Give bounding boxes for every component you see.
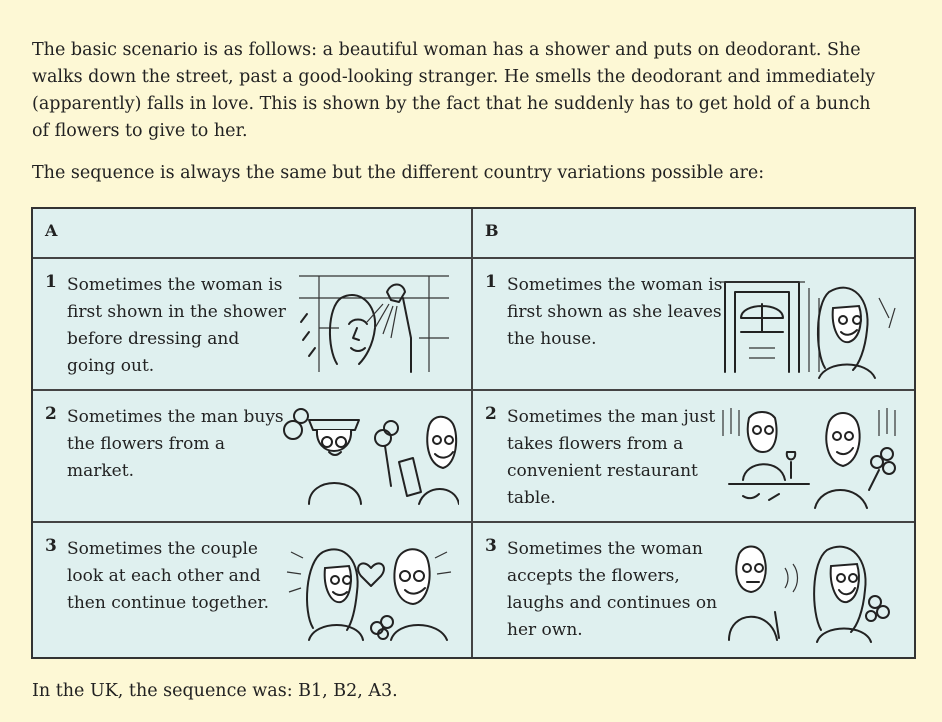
row-number: 1 (45, 272, 57, 292)
row-number: 1 (485, 272, 497, 292)
cell-a3 (33, 522, 471, 654)
man-buying-flowers-illustration (279, 400, 459, 512)
couple-together-illustration (279, 532, 459, 644)
column-header-a: A (45, 221, 58, 240)
cell-text: Sometimes the man buys the flowers from a market. (67, 407, 284, 481)
intro-paragraph-variations: The sequence is always the same but the different country variations possible are: (32, 163, 765, 183)
row-number: 2 (45, 404, 57, 424)
cell-text: Sometimes the man just takes flowers from a convenient restaurant table. (507, 407, 716, 508)
column-header-b: B (485, 221, 499, 240)
cell-a2 (33, 390, 471, 522)
cell-a1 (33, 258, 471, 390)
row-number: 3 (45, 536, 57, 556)
row-number: 2 (485, 404, 497, 424)
cell-b3 (473, 522, 911, 654)
variations-table (31, 207, 916, 659)
intro-paragraph-scenario: The basic scenario is as follows: a beautiful woman has a shower and puts on deodorant. She walks down the street, past a good-looking stranger. He smells the deodorant and immediately (apparently) falls in love. This is shown by the fact that he suddenly has to get hold of a bunch of flowers to give to her. (32, 40, 876, 141)
cell-b2 (473, 390, 911, 522)
woman-leaving-house-illustration (719, 268, 899, 380)
woman-in-shower-illustration (279, 268, 459, 380)
cell-b1 (473, 258, 911, 390)
footer-uk-sequence: In the UK, the sequence was: B1, B2, A3. (32, 681, 398, 701)
man-taking-flowers-from-table-illustration (719, 400, 899, 512)
row-number: 3 (485, 536, 497, 556)
woman-laughing-walks-away-illustration (719, 532, 899, 644)
cell-text: Sometimes the woman is first shown as she leaves the house. (507, 275, 723, 349)
cell-text: Sometimes the couple look at each other and then continue together. (67, 539, 270, 613)
cell-text: Sometimes the woman is first shown in the shower before dressing and going out. (67, 275, 286, 376)
cell-text: Sometimes the woman accepts the flowers, laughs and continues on her own. (507, 539, 718, 640)
